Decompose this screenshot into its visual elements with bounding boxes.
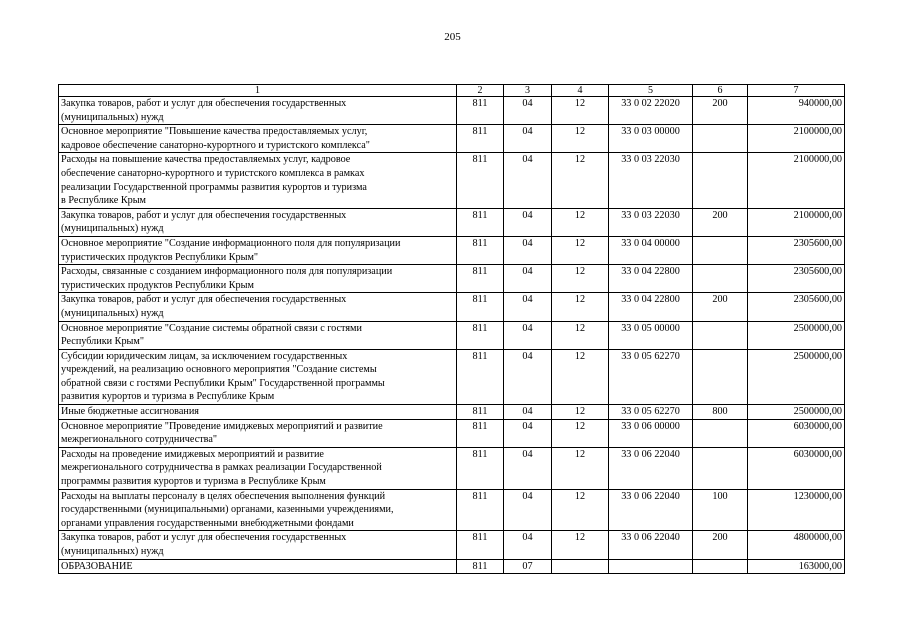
row-code-5: 33 0 02 22020 (609, 97, 693, 125)
row-code-3: 04 (504, 349, 552, 404)
row-code-6: 100 (693, 489, 748, 531)
row-code-5: 33 0 04 22800 (609, 265, 693, 293)
row-description: Закупка товаров, работ и услуг для обеспечения государственных (муниципальных) нужд (59, 531, 457, 559)
row-amount: 2100000,00 (748, 208, 845, 236)
row-amount: 940000,00 (748, 97, 845, 125)
row-description: Основное мероприятие "Проведение имиджевых мероприятий и развитие межрегионального сотрудничества" (59, 419, 457, 447)
row-code-3: 07 (504, 559, 552, 574)
row-code-3: 04 (504, 489, 552, 531)
table-row (59, 419, 845, 447)
row-code-4: 12 (552, 405, 609, 420)
row-code-2: 811 (457, 405, 504, 420)
row-description: Расходы на проведение имиджевых мероприятий и развитие межрегионального сотрудничества в рамках реализации Государственной программы развития курортов и туризма в Республике Крым (59, 447, 457, 489)
table-row (59, 531, 845, 559)
table-row (59, 265, 845, 293)
row-description: Иные бюджетные ассигнования (59, 405, 457, 420)
row-amount: 2500000,00 (748, 405, 845, 420)
row-code-6: 200 (693, 293, 748, 321)
row-code-4: 12 (552, 97, 609, 125)
row-code-3: 04 (504, 153, 552, 208)
row-code-6 (693, 153, 748, 208)
row-amount: 2500000,00 (748, 349, 845, 404)
row-code-6 (693, 125, 748, 153)
row-code-5: 33 0 06 22040 (609, 489, 693, 531)
row-code-6: 200 (693, 97, 748, 125)
row-code-2: 811 (457, 489, 504, 531)
table-row (59, 559, 845, 574)
row-amount: 6030000,00 (748, 419, 845, 447)
row-code-4: 12 (552, 349, 609, 404)
table-row (59, 405, 845, 420)
row-description: Основное мероприятие "Создание информационного поля для популяризации туристических продуктов Республики Крым" (59, 236, 457, 264)
row-code-5: 33 0 03 00000 (609, 125, 693, 153)
row-code-3: 04 (504, 208, 552, 236)
row-code-2: 811 (457, 447, 504, 489)
column-header: 7 (748, 85, 845, 97)
row-code-2: 811 (457, 419, 504, 447)
row-amount: 2305600,00 (748, 236, 845, 264)
table-row (59, 321, 845, 349)
row-code-5: 33 0 04 22800 (609, 293, 693, 321)
row-code-3: 04 (504, 97, 552, 125)
row-code-5: 33 0 06 22040 (609, 531, 693, 559)
row-amount: 2305600,00 (748, 265, 845, 293)
row-code-3: 04 (504, 321, 552, 349)
row-code-5: 33 0 05 62270 (609, 349, 693, 404)
row-code-4 (552, 559, 609, 574)
row-description: Субсидии юридическим лицам, за исключением государственных учреждений, на реализацию основного мероприятия "Создание системы обратной связи с гостями Республики Крым" Государственной программы развития курортов и туризма в Республике Крым (59, 349, 457, 404)
table-row (59, 293, 845, 321)
row-code-4: 12 (552, 265, 609, 293)
row-description: Закупка товаров, работ и услуг для обеспечения государственных (муниципальных) нужд (59, 208, 457, 236)
row-code-5: 33 0 05 00000 (609, 321, 693, 349)
row-code-6 (693, 349, 748, 404)
row-amount: 2500000,00 (748, 321, 845, 349)
row-description: Расходы, связанные с созданием информационного поля для популяризации туристических продуктов Республики Крым (59, 265, 457, 293)
row-code-2: 811 (457, 321, 504, 349)
row-code-6: 800 (693, 405, 748, 420)
row-code-2: 811 (457, 208, 504, 236)
row-code-5: 33 0 04 00000 (609, 236, 693, 264)
column-header: 4 (552, 85, 609, 97)
row-amount: 2100000,00 (748, 153, 845, 208)
row-code-6: 200 (693, 208, 748, 236)
row-code-5: 33 0 05 62270 (609, 405, 693, 420)
row-code-2: 811 (457, 293, 504, 321)
row-code-3: 04 (504, 265, 552, 293)
table-row (59, 236, 845, 264)
row-amount: 4800000,00 (748, 531, 845, 559)
row-code-4: 12 (552, 531, 609, 559)
column-header: 5 (609, 85, 693, 97)
row-code-5: 33 0 03 22030 (609, 153, 693, 208)
row-code-4: 12 (552, 321, 609, 349)
row-code-3: 04 (504, 293, 552, 321)
row-code-2: 811 (457, 531, 504, 559)
column-header: 2 (457, 85, 504, 97)
table-row (59, 489, 845, 531)
row-code-6 (693, 321, 748, 349)
row-amount: 163000,00 (748, 559, 845, 574)
row-code-2: 811 (457, 349, 504, 404)
table-row (59, 349, 845, 404)
row-code-4: 12 (552, 489, 609, 531)
row-code-6 (693, 265, 748, 293)
row-description: Основное мероприятие "Повышение качества предоставляемых услуг, кадровое обеспечение санаторно-курортного и туристского комплекса" (59, 125, 457, 153)
row-description: Закупка товаров, работ и услуг для обеспечения государственных (муниципальных) нужд (59, 293, 457, 321)
row-code-4: 12 (552, 236, 609, 264)
row-code-3: 04 (504, 531, 552, 559)
row-code-4: 12 (552, 153, 609, 208)
table-row (59, 97, 845, 125)
row-description: Расходы на повышение качества предоставляемых услуг, кадровое обеспечение санаторно-курортного и туристского комплекса в рамках реализации Государственной программы развития курортов и туризма в Республике Крым (59, 153, 457, 208)
row-code-4: 12 (552, 125, 609, 153)
row-code-2: 811 (457, 236, 504, 264)
row-code-3: 04 (504, 125, 552, 153)
table-row (59, 125, 845, 153)
row-code-2: 811 (457, 559, 504, 574)
row-code-4: 12 (552, 419, 609, 447)
row-code-4: 12 (552, 208, 609, 236)
table-row (59, 447, 845, 489)
row-code-6: 200 (693, 531, 748, 559)
row-code-4: 12 (552, 447, 609, 489)
row-code-6 (693, 447, 748, 489)
table-header-row (59, 85, 845, 97)
table-row (59, 153, 845, 208)
row-amount: 2305600,00 (748, 293, 845, 321)
row-amount: 2100000,00 (748, 125, 845, 153)
row-amount: 6030000,00 (748, 447, 845, 489)
row-code-3: 04 (504, 236, 552, 264)
row-code-6 (693, 559, 748, 574)
row-code-3: 04 (504, 447, 552, 489)
budget-table (58, 84, 845, 574)
row-description: Расходы на выплаты персоналу в целях обеспечения выполнения функций государственными (муниципальными) органами, казенными учреждениями, органами управления государственными внебюджетными фондами (59, 489, 457, 531)
column-header: 1 (59, 85, 457, 97)
row-code-2: 811 (457, 97, 504, 125)
column-header: 6 (693, 85, 748, 97)
row-description: ОБРАЗОВАНИЕ (59, 559, 457, 574)
row-code-5: 33 0 06 22040 (609, 447, 693, 489)
row-code-5: 33 0 06 00000 (609, 419, 693, 447)
row-code-2: 811 (457, 265, 504, 293)
row-code-2: 811 (457, 125, 504, 153)
row-code-5 (609, 559, 693, 574)
row-code-4: 12 (552, 293, 609, 321)
row-code-3: 04 (504, 419, 552, 447)
row-description: Закупка товаров, работ и услуг для обеспечения государственных (муниципальных) нужд (59, 97, 457, 125)
row-code-6 (693, 236, 748, 264)
table-row (59, 208, 845, 236)
row-amount: 1230000,00 (748, 489, 845, 531)
row-code-2: 811 (457, 153, 504, 208)
page-number: 205 (444, 31, 461, 43)
row-code-3: 04 (504, 405, 552, 420)
column-header: 3 (504, 85, 552, 97)
row-description: Основное мероприятие "Создание системы обратной связи с гостями Республики Крым" (59, 321, 457, 349)
row-code-6 (693, 419, 748, 447)
row-code-5: 33 0 03 22030 (609, 208, 693, 236)
